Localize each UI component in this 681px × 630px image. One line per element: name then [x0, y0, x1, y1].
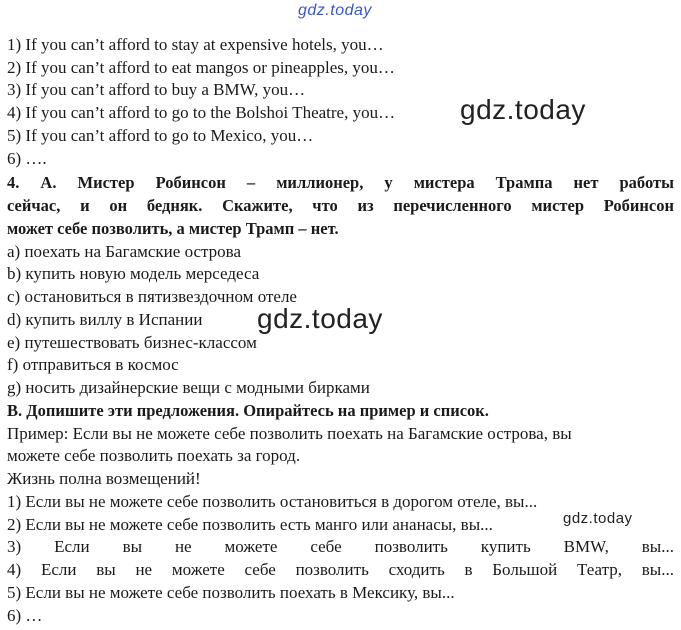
task4a-heading-text-2: сейчас, и он бедняк. Скажите, что из перечисленного мистер Робинсон [7, 196, 674, 215]
word: позволить [374, 537, 448, 556]
option-g: g) носить дизайнерские вещи с модными бирками [7, 378, 370, 397]
word: BMW, [563, 537, 609, 556]
task4b-heading: В. Допишите эти предложения. Опирайтесь на пример и список. [7, 401, 489, 420]
task4a-heading-line-2 [7, 195, 674, 217]
watermark-bottom: gdz.today [563, 510, 633, 527]
english-item-6: 6) …. [7, 149, 47, 168]
word: Если [54, 537, 90, 556]
word: себе [310, 537, 342, 556]
word: 3) [7, 537, 22, 556]
word: Большой [492, 560, 558, 579]
option-d: d) купить виллу в Испании [7, 310, 203, 329]
word: вы [122, 537, 143, 556]
example-line-2: можете себе позволить поехать за город. [7, 446, 301, 465]
word: Театр, [577, 560, 622, 579]
word: не [174, 537, 192, 556]
word: в [464, 560, 473, 579]
watermark-middle: gdz.today [257, 303, 383, 334]
word: не [135, 560, 153, 579]
word: вы... [641, 560, 674, 579]
english-item-4: 4) If you can’t afford to go to the Bolshoi Theatre, you… [7, 103, 396, 122]
word: 4) [7, 560, 22, 579]
english-item-1: 1) If you can’t afford to stay at expensive hotels, you… [7, 35, 384, 54]
option-f: f) отправиться в космос [7, 355, 179, 374]
word: позволить [295, 560, 369, 579]
watermark-top: gdz.today [298, 2, 372, 19]
option-e: e) путешествовать бизнес-классом [7, 333, 257, 352]
russian-item-6: 6) … [7, 606, 43, 625]
word: вы [96, 560, 116, 579]
example-line-1: Пример: Если вы не можете себе позволить поехать на Багамские острова, вы [7, 424, 572, 443]
task4a-heading-line-1 [7, 172, 674, 194]
option-c: c) остановиться в пятизвездочном отеле [7, 287, 297, 306]
word: купить [480, 537, 531, 556]
word: можете [224, 537, 278, 556]
english-item-2: 2) If you can’t afford to eat mangos or pineapples, you… [7, 58, 395, 77]
word: себе [244, 560, 276, 579]
task4a-heading-text-1: 4. А. Мистер Робинсон – миллионер, у мистера Трампа нет работы [7, 173, 674, 192]
example-line-3: Жизнь полна возмещений! [7, 469, 201, 488]
option-b: b) купить новую модель мерседеса [7, 264, 260, 283]
word: Если [40, 560, 77, 579]
russian-item-1: 1) Если вы не можете себе позволить остановиться в дорогом отеле, вы... [7, 492, 538, 511]
english-item-5: 5) If you can’t afford to go to Mexico, you… [7, 126, 314, 145]
russian-item-2: 2) Если вы не можете себе позволить есть манго или ананасы, вы... [7, 515, 493, 534]
word: вы... [641, 537, 674, 556]
option-a: a) поехать на Багамские острова [7, 242, 242, 261]
word: сходить [388, 560, 445, 579]
russian-item-5: 5) Если вы не можете себе позволить поехать в Мексику, вы... [7, 583, 455, 602]
word: можете [171, 560, 225, 579]
task4a-heading-line-3: может себе позволить, а мистер Трамп – нет. [7, 219, 339, 238]
russian-item-4 [7, 559, 674, 581]
russian-item-3 [7, 536, 674, 558]
english-item-3: 3) If you can’t afford to buy a BMW, you… [7, 80, 306, 99]
watermark-right: gdz.today [460, 94, 586, 125]
